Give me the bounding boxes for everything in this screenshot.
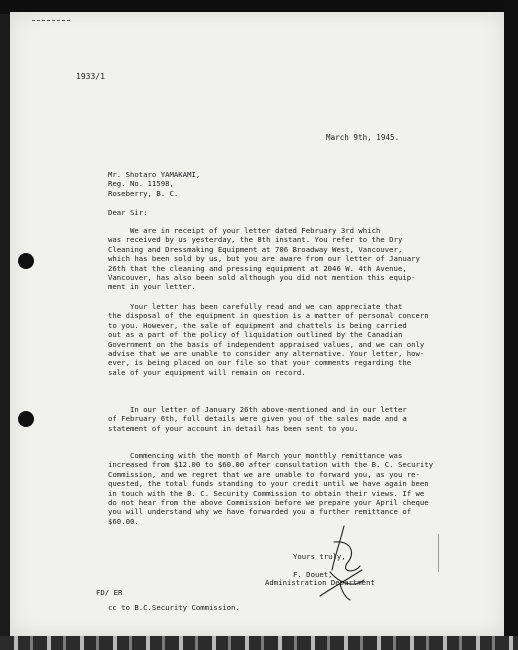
paragraph-line: do not hear from the above Commission before we prepare your April cheque	[108, 498, 429, 508]
paragraph-line: Government on the basis of independent appraised values, and we can only	[108, 339, 425, 349]
punch-hole-bottom	[18, 411, 34, 427]
file-reference: 1933/1	[76, 72, 105, 81]
signer-department: Administration Department	[265, 578, 375, 587]
recipient-location: Roseberry, B. C.	[108, 188, 179, 198]
paragraph-line: of February 6th, full details were given you of the sales made and a	[108, 414, 407, 424]
paragraph-line: you will understand why we have forwarded you a further remittance of	[108, 507, 412, 517]
paragraph-line: In our letter of January 26th above-mentioned and in our letter	[108, 405, 407, 414]
paragraph-line: which has been sold by us, but you are aware from our letter of January	[108, 254, 420, 264]
paragraph-2	[108, 302, 448, 377]
paragraph-line: ever, is being placed on our file so that your comments regarding the	[108, 358, 412, 368]
paragraph-line: advise that we are unable to consider any alternative. Your letter, how-	[108, 349, 425, 359]
letter-date: March 9th, 1945.	[326, 133, 400, 142]
signer-name: F. Douet,	[293, 570, 333, 579]
handwritten-signature	[310, 522, 380, 602]
paragraph-line: ment in your letter.	[108, 282, 196, 292]
paragraph-line: statement of your account in detail has been sent to you.	[108, 423, 359, 433]
paragraph-line: in touch with the B. C. Security Commission to obtain their views. If we	[108, 488, 425, 498]
paragraph-4	[108, 451, 448, 526]
paragraph-line: 26th that the cleaning and pressing equipment at 2046 W. 4th Avenue,	[108, 263, 407, 273]
paragraph-line: out as a part of the policy of liquidation outlined by the Canadian	[108, 330, 403, 340]
paragraph-line: Commencing with the month of March your monthly remittance was	[108, 451, 403, 460]
punch-hole-top	[18, 253, 34, 269]
paragraph-1	[108, 226, 448, 292]
paragraph-line: sale of your equipment will remain on record.	[108, 367, 306, 377]
letter-page	[10, 12, 504, 636]
paragraph-line: Vancouver, has also been sold although you did not mention this equip-	[108, 273, 416, 283]
scan-mark	[32, 20, 70, 25]
paragraph-line: the disposal of the equipment in question is a matter of personal concern	[108, 311, 429, 321]
film-strip-bottom	[0, 636, 518, 650]
recipient-address	[108, 170, 200, 198]
closing: Yours truly,	[293, 552, 346, 561]
paragraph-3	[108, 405, 448, 433]
paragraph-line: $60.00.	[108, 516, 139, 526]
paragraph-line: We are in receipt of your letter dated February 3rd which	[108, 226, 381, 235]
salutation: Dear Sir:	[108, 208, 148, 217]
typist-initials: FD/ ER	[96, 588, 123, 597]
recipient-name: Mr. Shotaro YAMAKAMI,	[108, 170, 201, 179]
paragraph-line: was received by us yesterday, the 8th instant. You refer to the Dry	[108, 235, 403, 245]
paragraph-line: Commission, and we regret that we are unable to forward you, as you re-	[108, 469, 420, 479]
carbon-copy-line: cc to B.C.Security Commission.	[108, 603, 240, 612]
paragraph-line: increased from $12.00 to $60.00 after consultation with the B. C. Security	[108, 460, 434, 470]
paragraph-line: Your letter has been carefully read and we can appreciate that	[108, 302, 403, 311]
paragraph-line: Cleaning and Dressmaking Equipment at 706 Broadway West, Vancouver,	[108, 244, 403, 254]
margin-mark	[438, 534, 439, 572]
scan-border-right	[504, 0, 518, 650]
paragraph-line: quested, the total funds standing to your credit until we have again been	[108, 479, 429, 489]
paragraph-line: to you. However, the sale of equipment and chattels is being carried	[108, 320, 407, 330]
recipient-reg-number: Reg. No. 11598,	[108, 179, 174, 189]
